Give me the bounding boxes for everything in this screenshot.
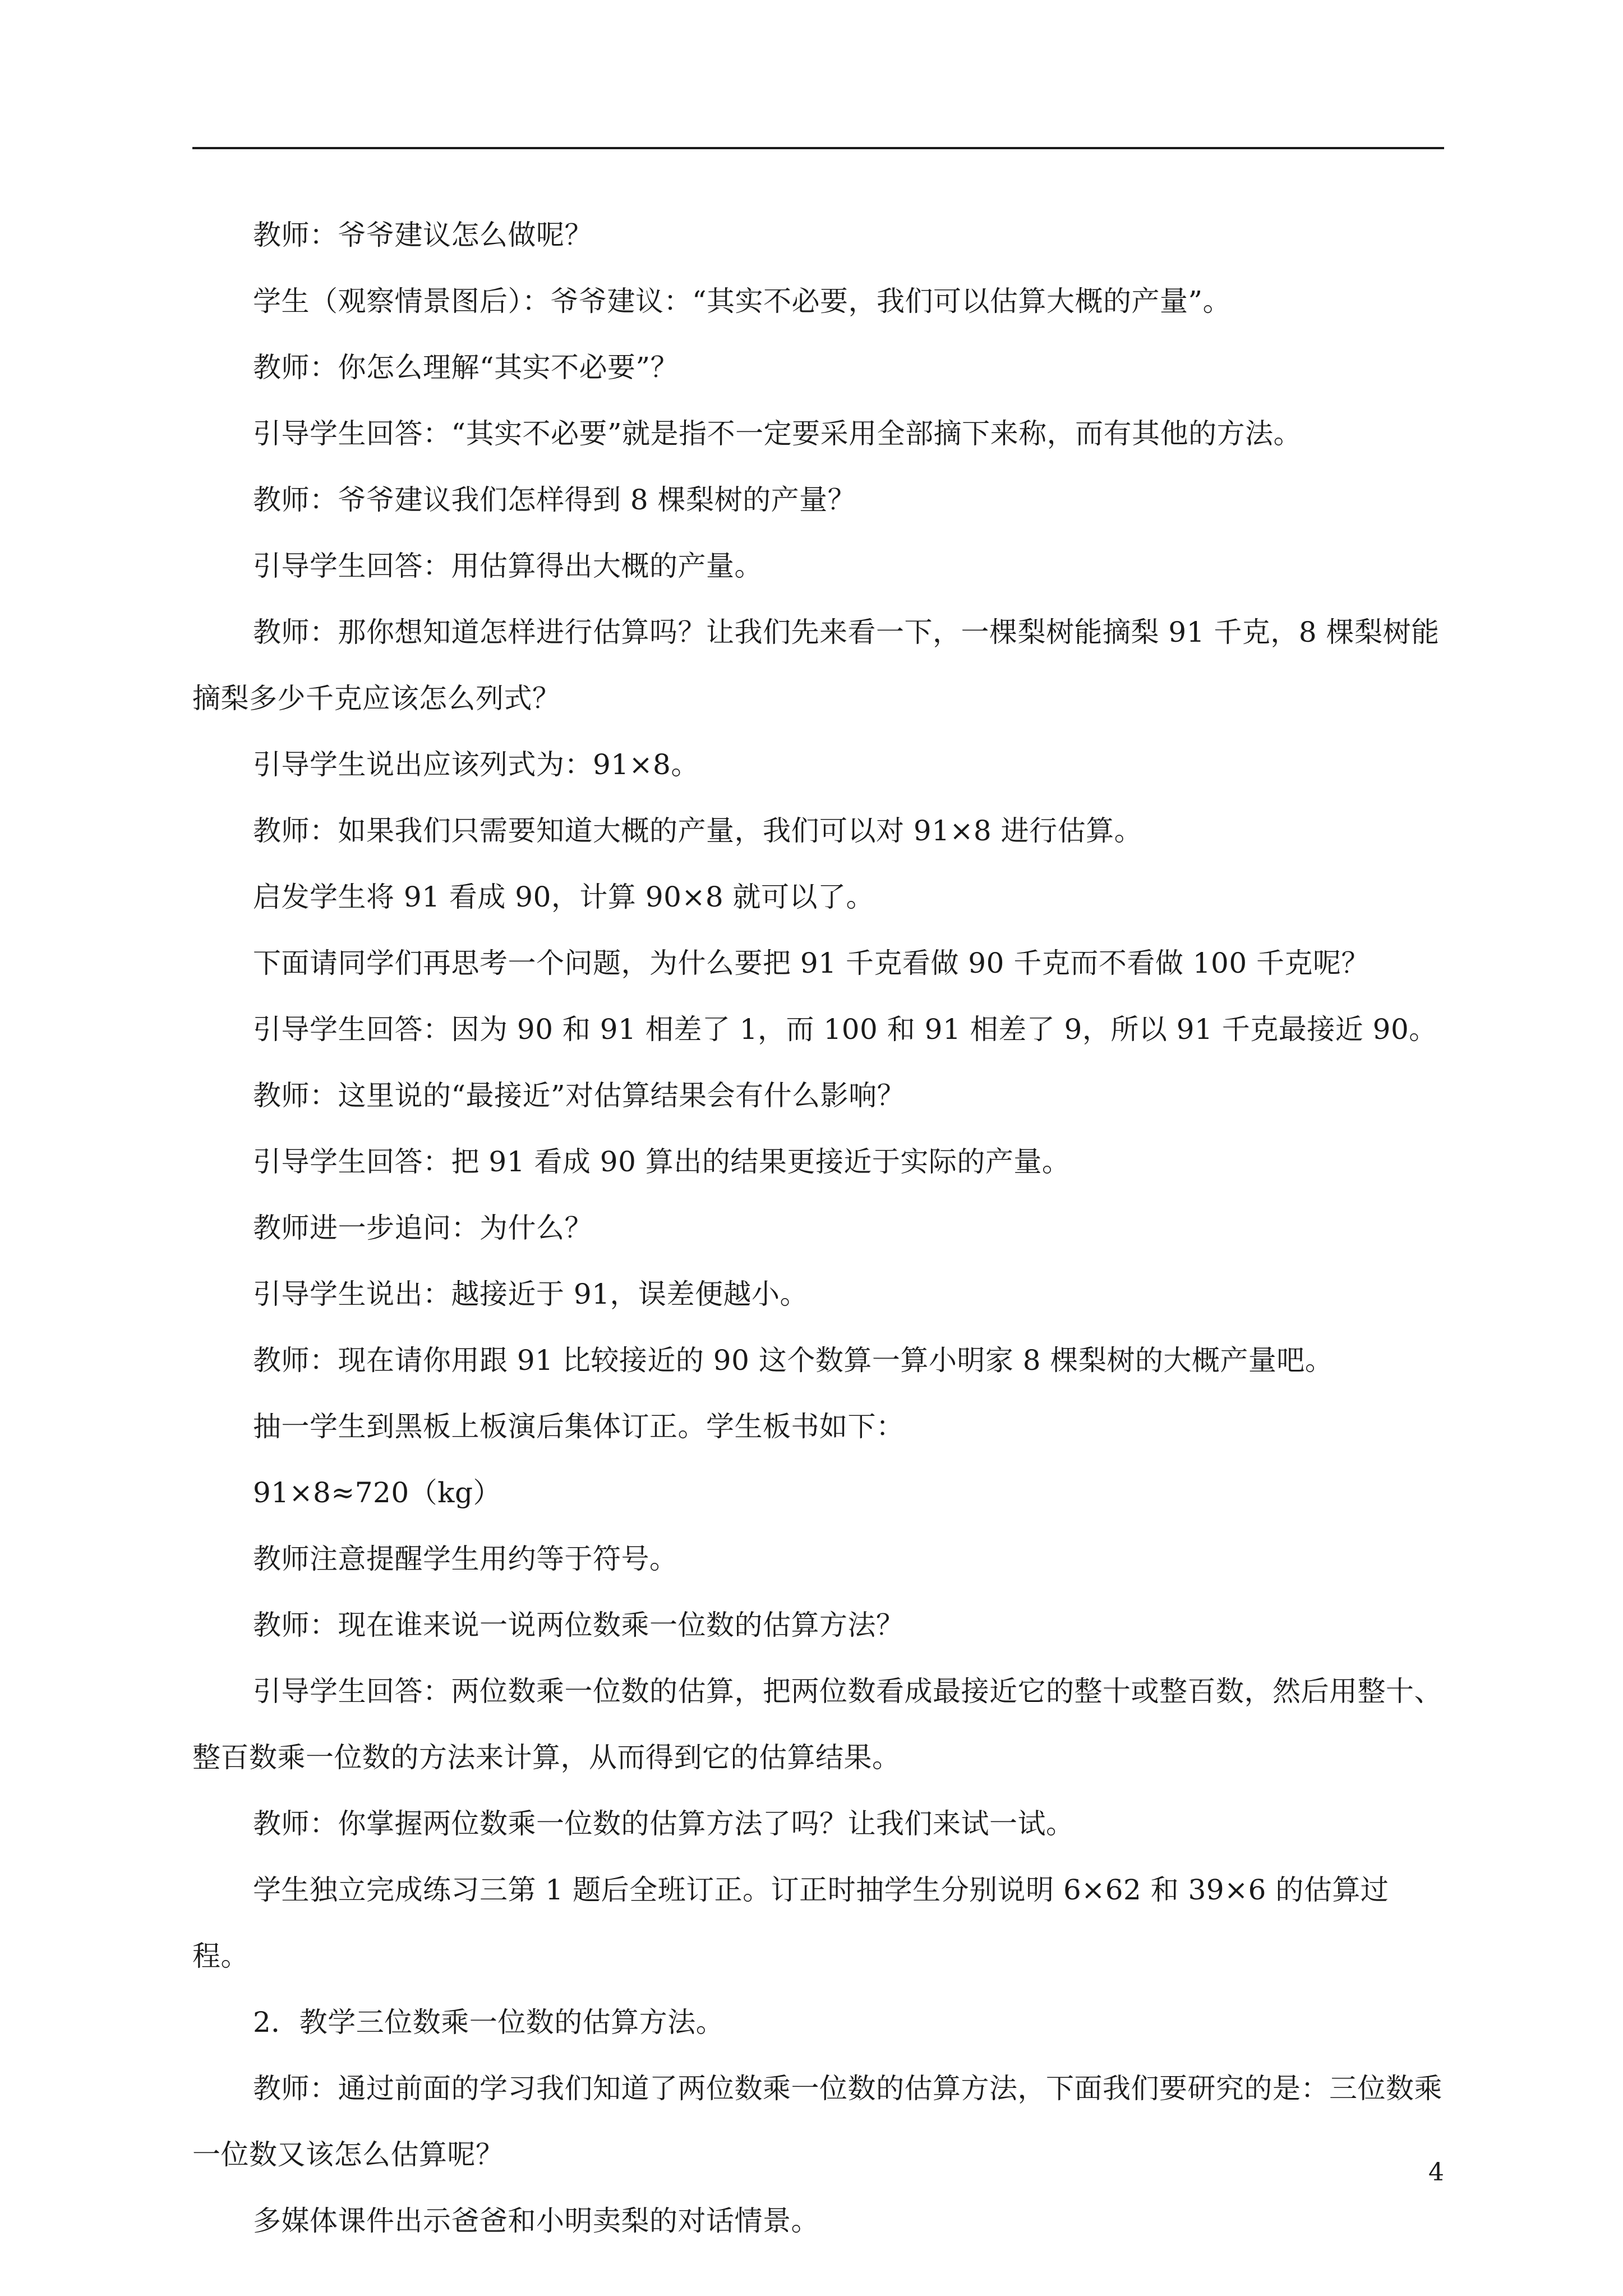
paragraph: 教师：你掌握两位数乘一位数的估算方法了吗？让我们来试一试。 <box>253 1807 1075 1840</box>
paragraph: 教师注意提醒学生用约等于符号。 <box>253 1543 678 1575</box>
header-rule <box>192 147 1444 149</box>
paragraph: 教师：如果我们只需要知道大概的产量，我们可以对 91×8 进行估算。 <box>253 815 1143 847</box>
paragraph: 引导学生说出：越接近于 91，误差便越小。 <box>253 1278 809 1310</box>
paragraph: 教师：爷爷建议我们怎样得到 8 棵梨树的产量？ <box>253 484 856 516</box>
paragraph: 教师：这里说的“最接近”对估算结果会有什么影响？ <box>253 1079 906 1112</box>
paragraph: 教师：那你想知道怎样进行估算吗？让我们先来看一下，一棵梨树能摘梨 91 千克，8 棵梨树能摘梨多少千克应该怎么列式？ <box>192 616 1440 715</box>
paragraph: 下面请同学们再思考一个问题，为什么要把 91 千克看做 90 千克而不看做 100 千克呢？ <box>253 947 1370 979</box>
paragraph: 多媒体课件出示爸爸和小明卖梨的对话情景。 <box>253 2205 819 2237</box>
paragraph: 教师：爷爷建议怎么做呢？ <box>253 219 593 251</box>
paragraph: 引导学生回答：两位数乘一位数的估算，把两位数看成最接近它的整十或整百数，然后用整十、整百数乘一位数的方法来计算，从而得到它的估算结果。 <box>192 1675 1442 1774</box>
paragraph: 引导学生回答：把 91 看成 90 算出的结果更接近于实际的产量。 <box>253 1145 1071 1178</box>
paragraph: 教师：你怎么理解“其实不必要”？ <box>253 351 679 384</box>
paragraph: 教师：现在请你用跟 91 比较接近的 90 这个数算一算小明家 8 棵梨树的大概产量吧。 <box>253 1344 1334 1377</box>
formula-line: 91×8≈720（kg） <box>253 1476 501 1509</box>
paragraph: 抽一学生到黑板上板演后集体订正。学生板书如下： <box>253 1410 905 1443</box>
paragraph: 教师：通过前面的学习我们知道了两位数乘一位数的估算方法，下面我们要研究的是：三位数乘一位数又该怎么估算呢？ <box>192 2072 1442 2171</box>
paragraph: 引导学生回答：“其实不必要”就是指不一定要采用全部摘下来称，而有其他的方法。 <box>253 417 1302 450</box>
section-heading: 2．教学三位数乘一位数的估算方法。 <box>253 2006 725 2039</box>
paragraph: 引导学生说出应该列式为：91×8。 <box>253 748 699 781</box>
paragraph: 学生（观察情景图后）：爷爷建议：“其实不必要，我们可以估算大概的产量”。 <box>253 285 1232 318</box>
paragraph: 教师进一步追问：为什么？ <box>253 1212 593 1244</box>
paragraph: 教师：现在谁来说一说两位数乘一位数的估算方法？ <box>253 1609 905 1641</box>
paragraph: 引导学生回答：因为 90 和 91 相差了 1，而 100 和 91 相差了 9，所以 91 千克最接近 90。 <box>253 1013 1437 1046</box>
paragraph: 引导学生回答：用估算得出大概的产量。 <box>253 550 763 582</box>
paragraph: 启发学生将 91 看成 90，计算 90×8 就可以了。 <box>253 881 875 913</box>
body-text <box>192 202 1444 2254</box>
page-number: 4 <box>1428 2158 1444 2187</box>
paragraph: 学生独立完成练习三第 1 题后全班订正。订正时抽学生分别说明 6×62 和 39×6 的估算过程。 <box>192 1874 1389 1972</box>
